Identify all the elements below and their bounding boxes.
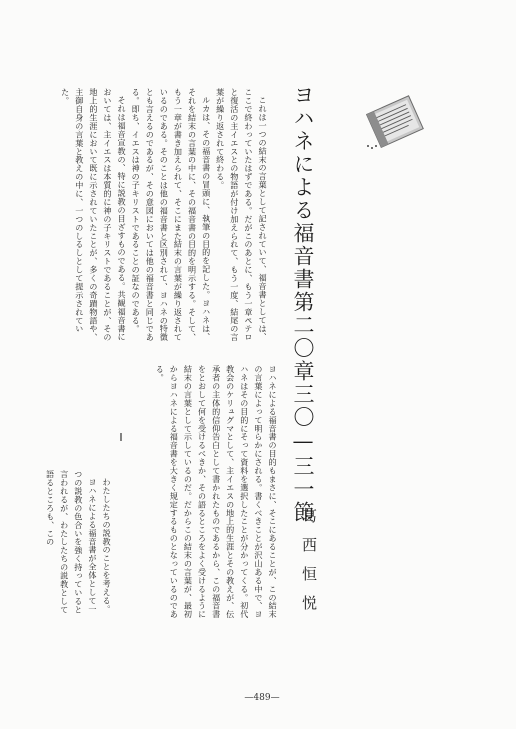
upper-paragraph: これは一つの結末の言葉として記されていて、福音書としては、ここで終わっていたはずである。だがこのあとに、もう一章ペテロと復活の主イエスとの物語が付け加えられて、もう一度、結尾の言葉が繰り返されて終わる。 — [215, 88, 268, 342]
lower-body-text-section — [45, 470, 114, 619]
series-logo-icon — [362, 92, 426, 152]
upper-paragraph: ルカは、その福音書の冒頭に、執筆の目的を記した。ヨハネは、それを結末の言葉の中に、その福音書の目的を明示する。そして、もう一章が書き加えられて、そこにまた結末の言葉が繰り返されているのである。そのことは他の福音書と区別されて、ヨハネの特徴とも言えるのであるが、その意図においては他の福音書と同じである。即ち、イエスは神の子キリストであることの証なのである。 — [131, 88, 212, 342]
lower-paragraph: わたしたちの説教のことを考える。 — [102, 478, 112, 614]
section-number: I — [119, 431, 123, 444]
page-number: —489— — [244, 693, 280, 703]
lower-paragraph: ヨハネによる福音書の目的もまさに、そこにあることが、この結末の言葉によって明らかにされる。書くべきことが沢山ある中で、ヨハネはその目的にそって資料を選択したことが分かってくる。初代教会のケリュグマとして、主イエスの地上的生涯とその教えが、伝承者の主体的信仰告白として書かれたものであるから、この福音書をとおして何を受けるべきか、その語るところをよく受けるように結末の言葉として示しているのだ。だからこの結末の言葉が、最初からヨハネによる福音書を大きく規定するものとなっているのである。 — [155, 365, 278, 619]
upper-body-text — [62, 88, 270, 342]
author-name: 葛西恒悦 — [300, 508, 318, 624]
lower-paragraph: ヨハネによる福音書が全体として一つの説教の色合いを強く持っていると言われるが、わたしたちの説教として語るところも、この — [45, 470, 98, 614]
article-title: ヨハネによる福音書第二〇章三〇—三一節 — [291, 84, 315, 524]
upper-paragraph: それは福音宣教の、特に説教の目ざすものである。共観福音書においては、主イエスは本質的に神の子キリストであることが、その地上的生涯において既に示されていたことが、多くの奇蹟物語や、主御自身の言葉と教えの中に、一つのしるしとして提示されていた。 — [60, 88, 128, 342]
lower-body-text-intro — [152, 365, 280, 619]
